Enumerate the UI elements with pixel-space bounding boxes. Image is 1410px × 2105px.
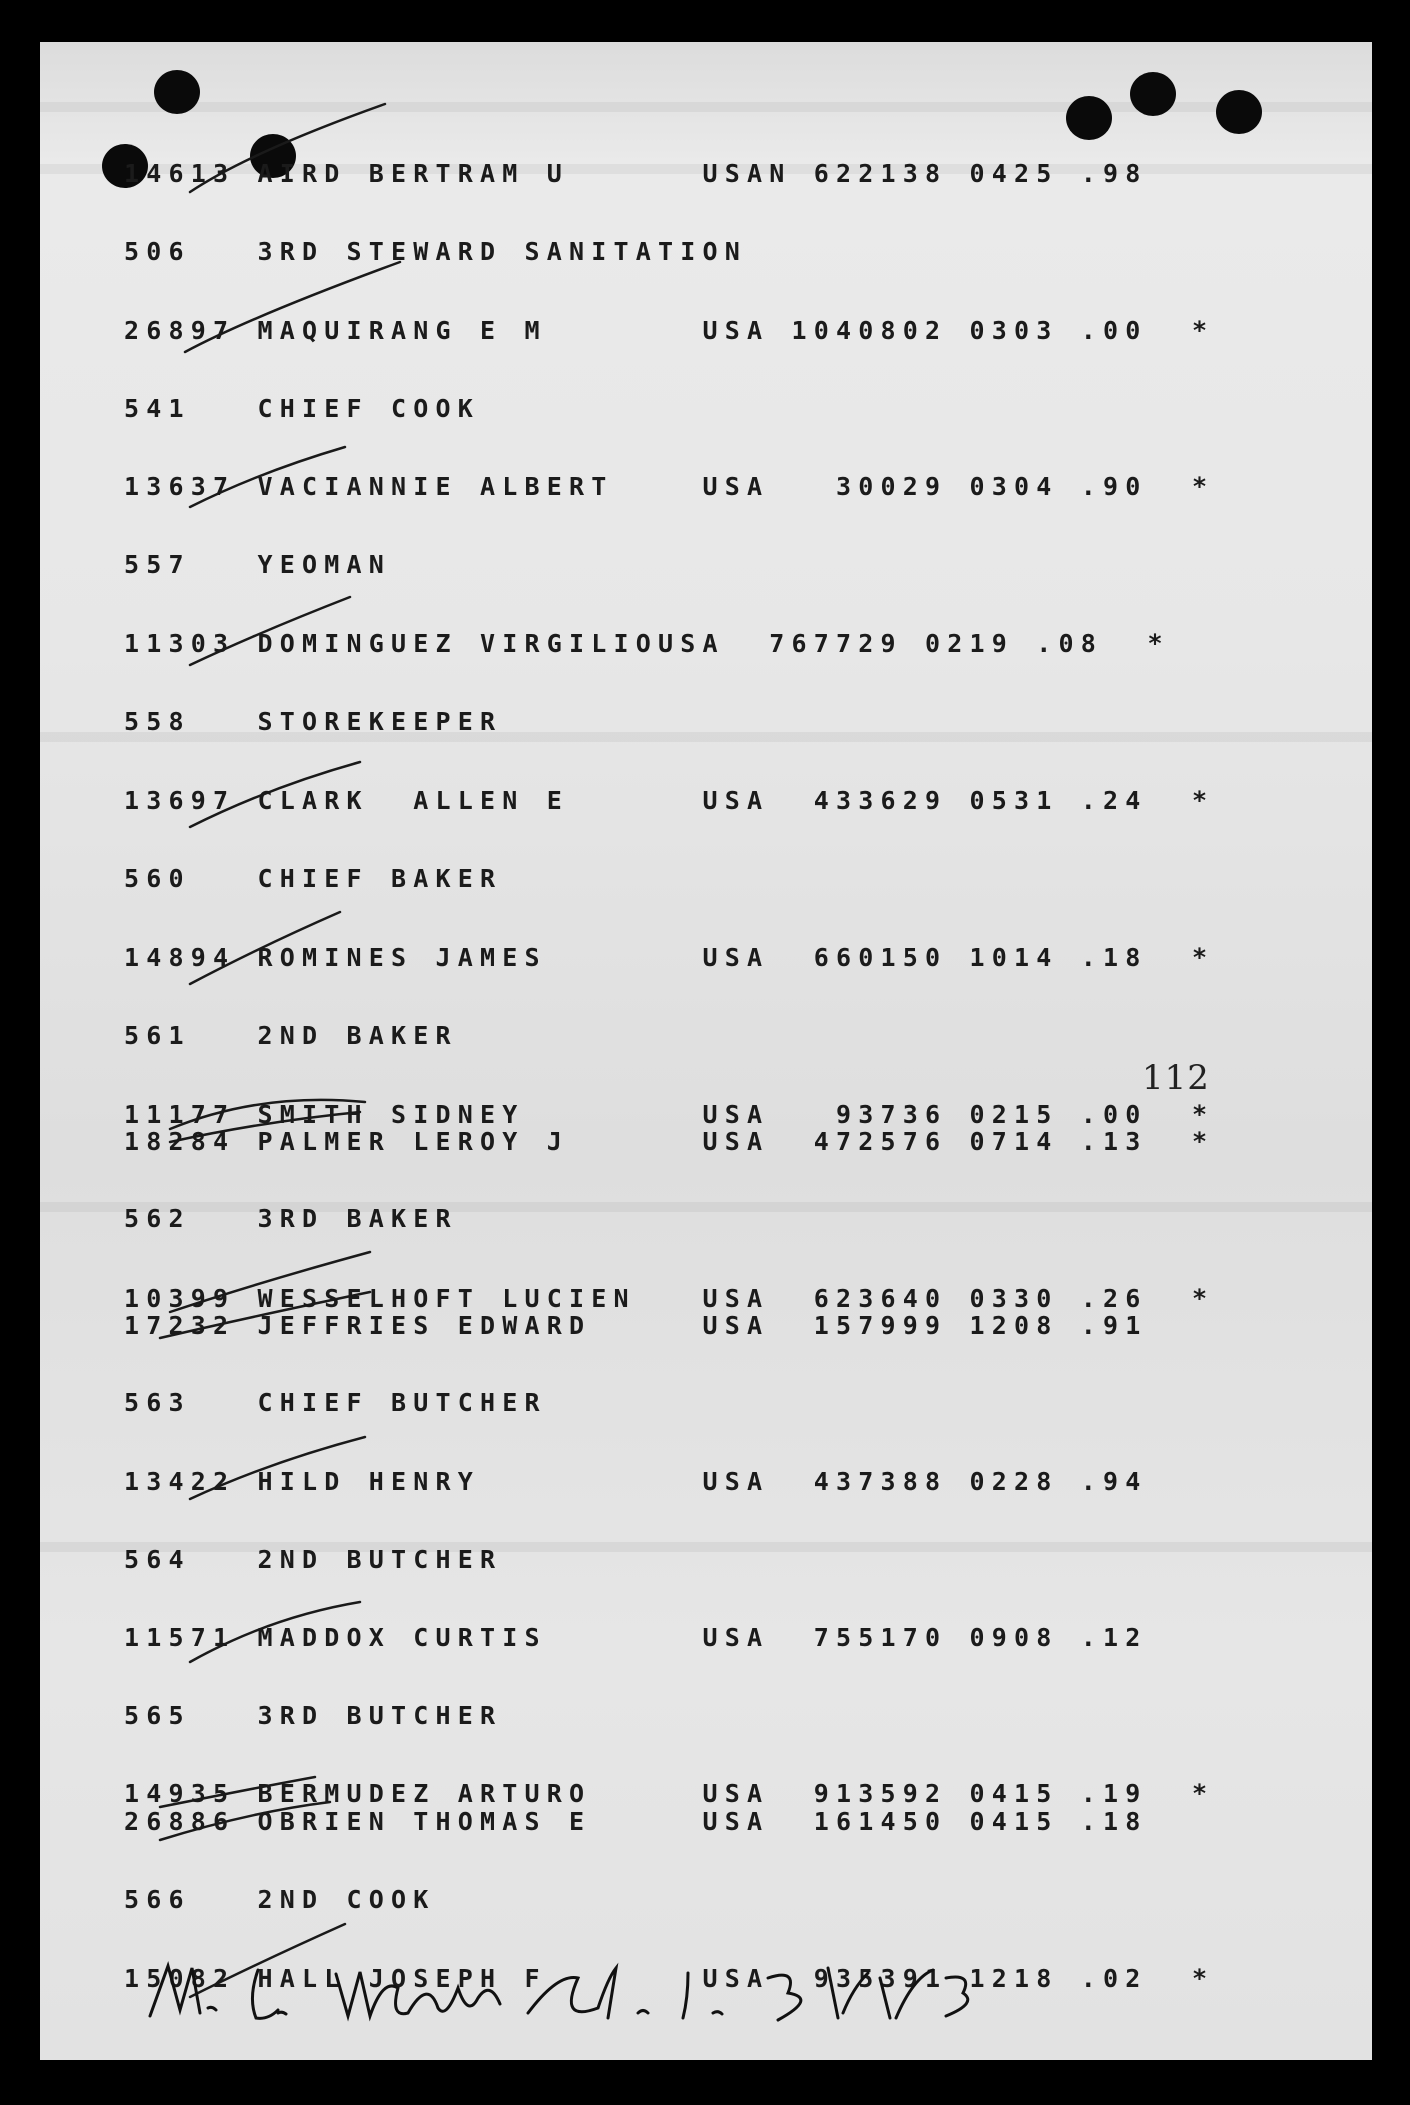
rating-line: 541 CHIEF COOK — [124, 394, 481, 423]
record-line: 11177 SMITH SIDNEY USA 93736 0215 .00 * — [124, 1100, 1215, 1129]
record-line: 14613 AIRD BERTRAM U USAN 622138 0425 .98 — [124, 159, 1148, 188]
record-line: 11303 DOMINGUEZ VIRGILIOUSA 767729 0219 .08 * — [124, 629, 1170, 658]
record-line: 11571 MADDOX CURTIS USA 755170 0908 .12 — [124, 1623, 1148, 1652]
rating-line: 558 STOREKEEPER — [124, 707, 503, 736]
rating-line: 564 2ND BUTCHER — [124, 1545, 503, 1574]
record-line: 14894 ROMINES JAMES USA 660150 1014 .18 * — [124, 943, 1215, 972]
record-line: 26886 OBRIEN THOMAS E USA 161450 0415 .18 — [124, 1807, 1148, 1836]
rating-line: 565 3RD BUTCHER — [124, 1701, 503, 1730]
record-line: 13422 HILD HENRY USA 437388 0228 .94 — [124, 1467, 1148, 1496]
record-line: 10399 WESSELHOFT LUCIEN USA 623640 0330 .26 * — [124, 1284, 1215, 1313]
rating-line: 561 2ND BAKER — [124, 1021, 458, 1050]
record-line: 18284 PALMER LEROY J USA 472576 0714 .13 * — [124, 1127, 1215, 1156]
record-line: 17232 JEFFRIES EDWARD USA 157999 1208 .91 — [124, 1311, 1148, 1340]
record-line: 13697 CLARK ALLEN E USA 433629 0531 .24 * — [124, 786, 1215, 815]
checkmarks — [40, 42, 1372, 2060]
rating-line: 506 3RD STEWARD SANITATION — [124, 237, 748, 266]
record-line: 13637 VACIANNIE ALBERT USA 30029 0304 .90 * — [124, 472, 1215, 501]
signature — [128, 1958, 1228, 2038]
rating-line: 562 3RD BAKER — [124, 1204, 458, 1233]
document-page — [40, 42, 1372, 2060]
rating-line: 563 CHIEF BUTCHER — [124, 1388, 547, 1417]
rating-line: 557 YEOMAN — [124, 550, 392, 579]
record-line: 15082 HALL JOSEPH F USA 935391 1218 .02 * — [124, 1964, 1215, 1993]
rating-line: 566 2ND COOK — [124, 1885, 436, 1914]
record-line: 26897 MAQUIRANG E M USA 1040802 0303 .00 * — [124, 316, 1215, 345]
page-number-stamp: 112 — [1142, 1058, 1210, 1098]
record-line: 14935 BERMUDEZ ARTURO USA 913592 0415 .19 * — [124, 1779, 1215, 1808]
rating-line: 560 CHIEF BAKER — [124, 864, 503, 893]
